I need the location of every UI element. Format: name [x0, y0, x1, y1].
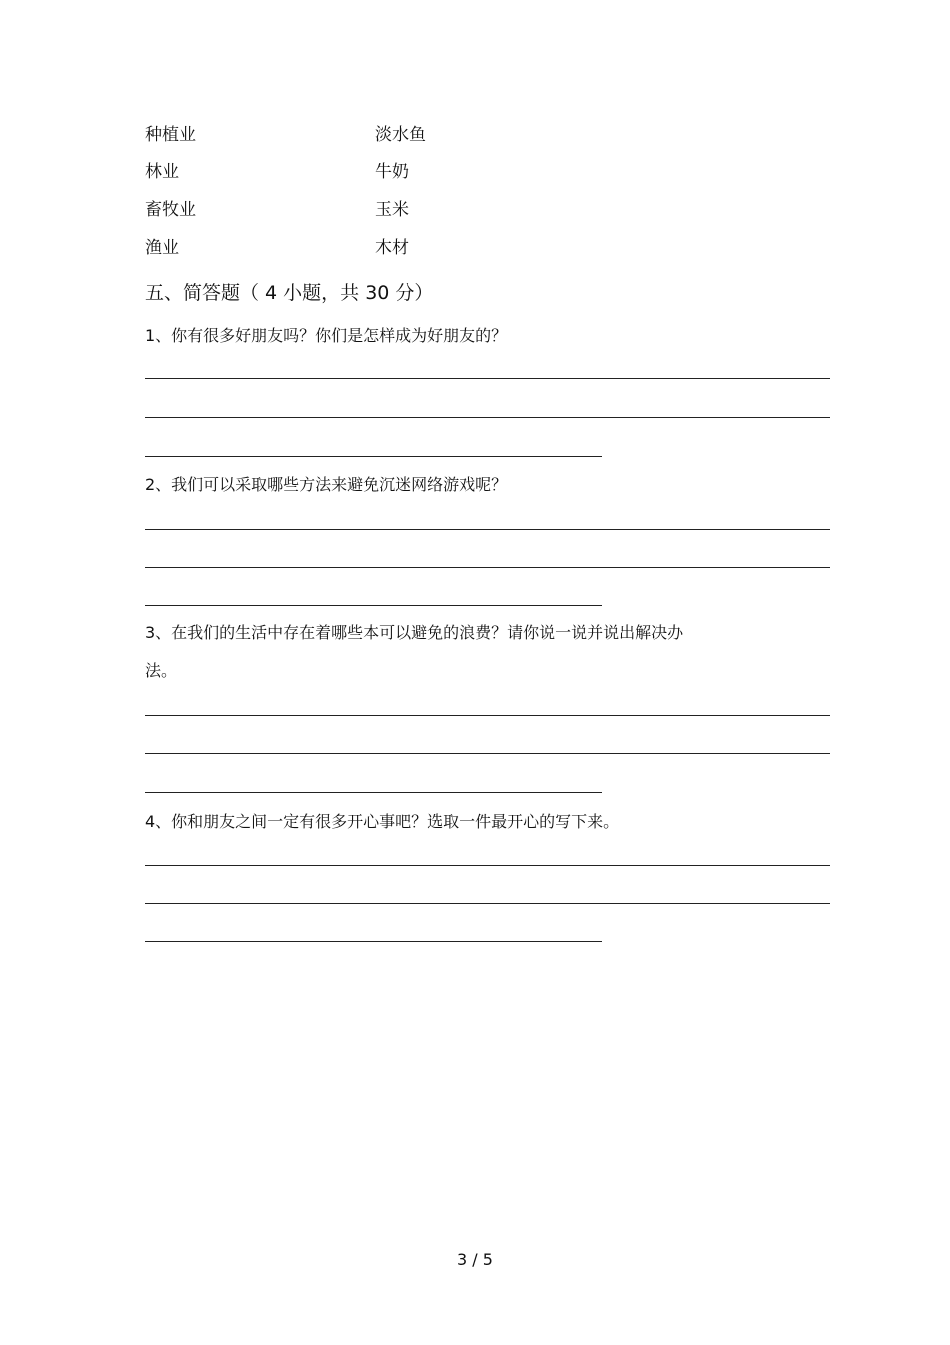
matching-item-left: 种植业 — [145, 125, 196, 145]
answer-line[interactable] — [145, 417, 830, 418]
section-title: 五、简答题（ 4 小题，共 30 分） — [145, 282, 434, 304]
question-2: 2、我们可以采取哪些方法来避免沉迷网络游戏呢？ — [145, 475, 508, 494]
answer-line[interactable] — [145, 378, 830, 379]
matching-item-left: 畜牧业 — [145, 200, 196, 220]
question-1: 1、你有很多好朋友吗？你们是怎样成为好朋友的？ — [145, 326, 508, 345]
matching-item-right: 木材 — [375, 238, 409, 258]
answer-line[interactable] — [145, 715, 830, 716]
question-3-line-2: 法。 — [145, 661, 178, 680]
answer-line[interactable] — [145, 567, 830, 568]
question-3-line-1: 3、在我们的生活中存在着哪些本可以避免的浪费？请你说一说并说出解决办 — [145, 623, 684, 642]
answer-line[interactable] — [145, 456, 602, 457]
answer-line[interactable] — [145, 865, 830, 866]
matching-item-right: 淡水鱼 — [375, 125, 426, 145]
matching-item-right: 玉米 — [375, 200, 409, 220]
answer-line[interactable] — [145, 941, 602, 942]
matching-item-right: 牛奶 — [375, 162, 409, 182]
matching-item-left: 林业 — [145, 162, 179, 182]
page-number: 3 / 5 — [457, 1250, 493, 1269]
question-4: 4、你和朋友之间一定有很多开心事吧？选取一件最开心的写下来。 — [145, 812, 620, 831]
answer-line[interactable] — [145, 903, 830, 904]
matching-item-left: 渔业 — [145, 238, 179, 258]
answer-line[interactable] — [145, 753, 830, 754]
answer-line[interactable] — [145, 605, 602, 606]
answer-line[interactable] — [145, 792, 602, 793]
answer-line[interactable] — [145, 529, 830, 530]
